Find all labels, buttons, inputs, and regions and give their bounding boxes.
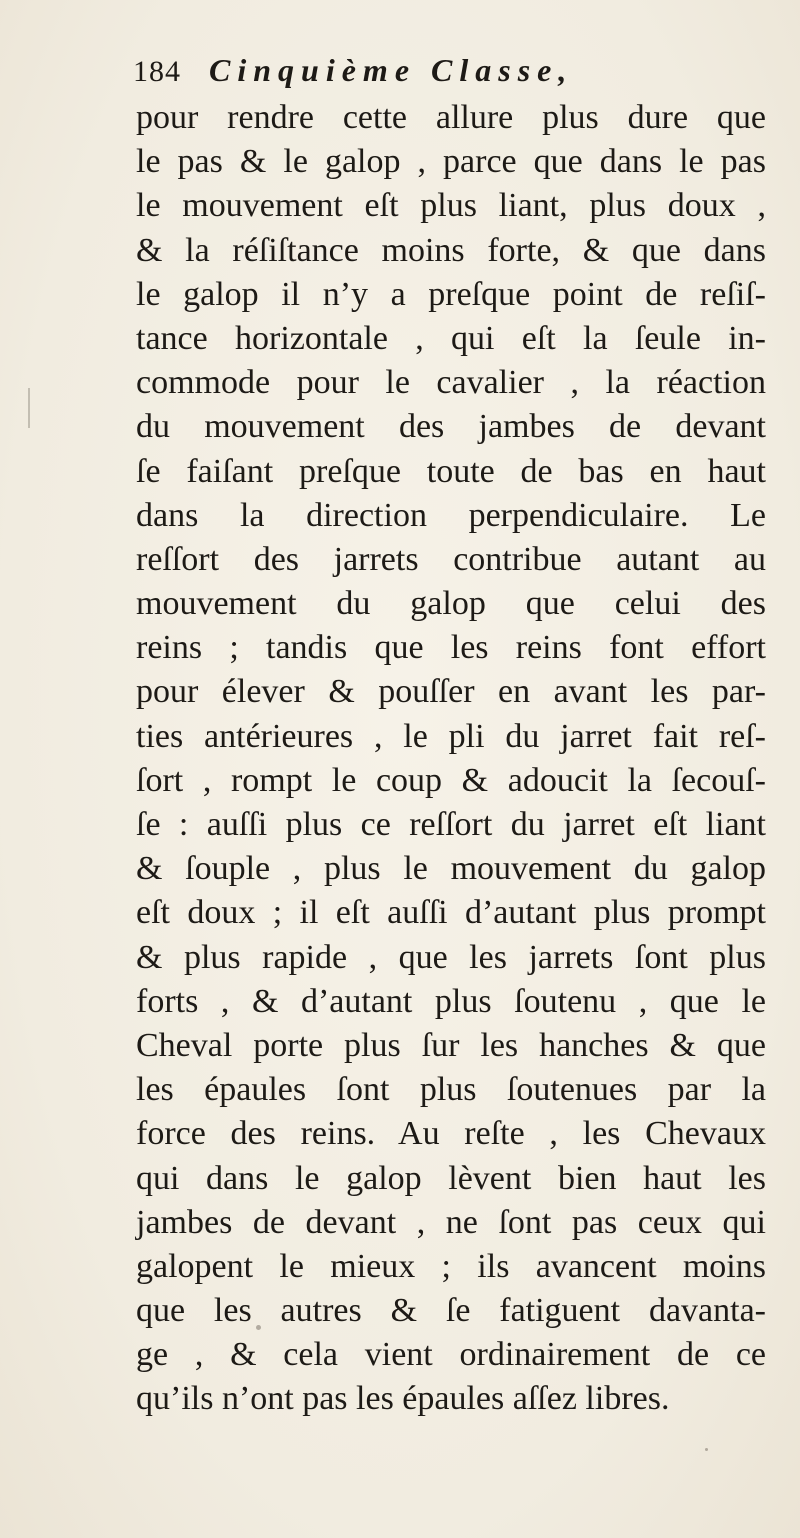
- text-line: ſe : auſſi plus ce reſſort du jarret eſt liant: [136, 806, 766, 843]
- text-line: le mouvement eſt plus liant, plus doux ,: [136, 187, 766, 225]
- text-line: Cheval porte plus ſur les hanches & que: [136, 1026, 766, 1064]
- text-line: que les autres & ſe fatiguent davanta-: [136, 1292, 766, 1330]
- text-line: reins ; tandis que les reins font effort: [136, 629, 766, 667]
- text-line: qu’ils n’ont pas les épaules aſſez libres.: [136, 1380, 670, 1418]
- text-line: les épaules ſont plus ſoutenues par la: [136, 1071, 766, 1109]
- ink-speck: [705, 1448, 708, 1451]
- text-line: eſt doux ; il eſt auſſi d’autant plus prompt: [136, 894, 766, 932]
- text-line: force des reins. Au reſte , les Chevaux: [136, 1115, 766, 1153]
- page-number: 184: [133, 55, 181, 88]
- text-line: & plus rapide , que les jarrets ſont plus: [136, 938, 766, 976]
- text-line: jambes de devant , ne ſont pas ceux qui: [136, 1203, 766, 1241]
- text-line: pour élever & pouſſer en avant les par-: [136, 673, 766, 711]
- text-line: & la réſiſtance moins forte, & que dans: [136, 231, 766, 269]
- page-header: [133, 52, 773, 102]
- text-line: le galop il n’y a preſque point de reſiſ-: [136, 275, 766, 313]
- text-line: ſe faiſant preſque toute de bas en haut: [136, 452, 766, 490]
- text-line: galopent le mieux ; ils avancent moins: [136, 1247, 766, 1285]
- text-line: mouvement du galop que celui des: [136, 585, 766, 623]
- text-line: ties antérieures , le pli du jarret fait reſ-: [136, 717, 766, 755]
- text-line: qui dans le galop lèvent bien haut les: [136, 1159, 766, 1197]
- text-line: ge , & cela vient ordinairement de ce: [136, 1336, 766, 1374]
- text-line: pour rendre cette allure plus dure que: [136, 99, 766, 136]
- running-head: Cinquième Classe,: [209, 52, 574, 88]
- text-line: forts , & d’autant plus ſoutenu , que le: [136, 982, 766, 1020]
- text-line: reſſort des jarrets contribue autant au: [136, 540, 766, 578]
- text-line: tance horizontale , qui eſt la ſeule in-: [136, 319, 766, 357]
- body-text: [136, 96, 766, 1422]
- text-line: commode pour le cavalier , la réaction: [136, 364, 766, 402]
- text-line: le pas & le galop , parce que dans le pas: [136, 143, 766, 181]
- text-line: du mouvement des jambes de devant: [136, 408, 766, 446]
- text-line: dans la direction perpendiculaire. Le: [136, 496, 766, 534]
- text-line: ſort , rompt le coup & adoucit la ſecouſ-: [136, 761, 766, 799]
- page-fold-mark: [28, 388, 30, 428]
- text-line: & ſouple , plus le mouvement du galop: [136, 850, 766, 888]
